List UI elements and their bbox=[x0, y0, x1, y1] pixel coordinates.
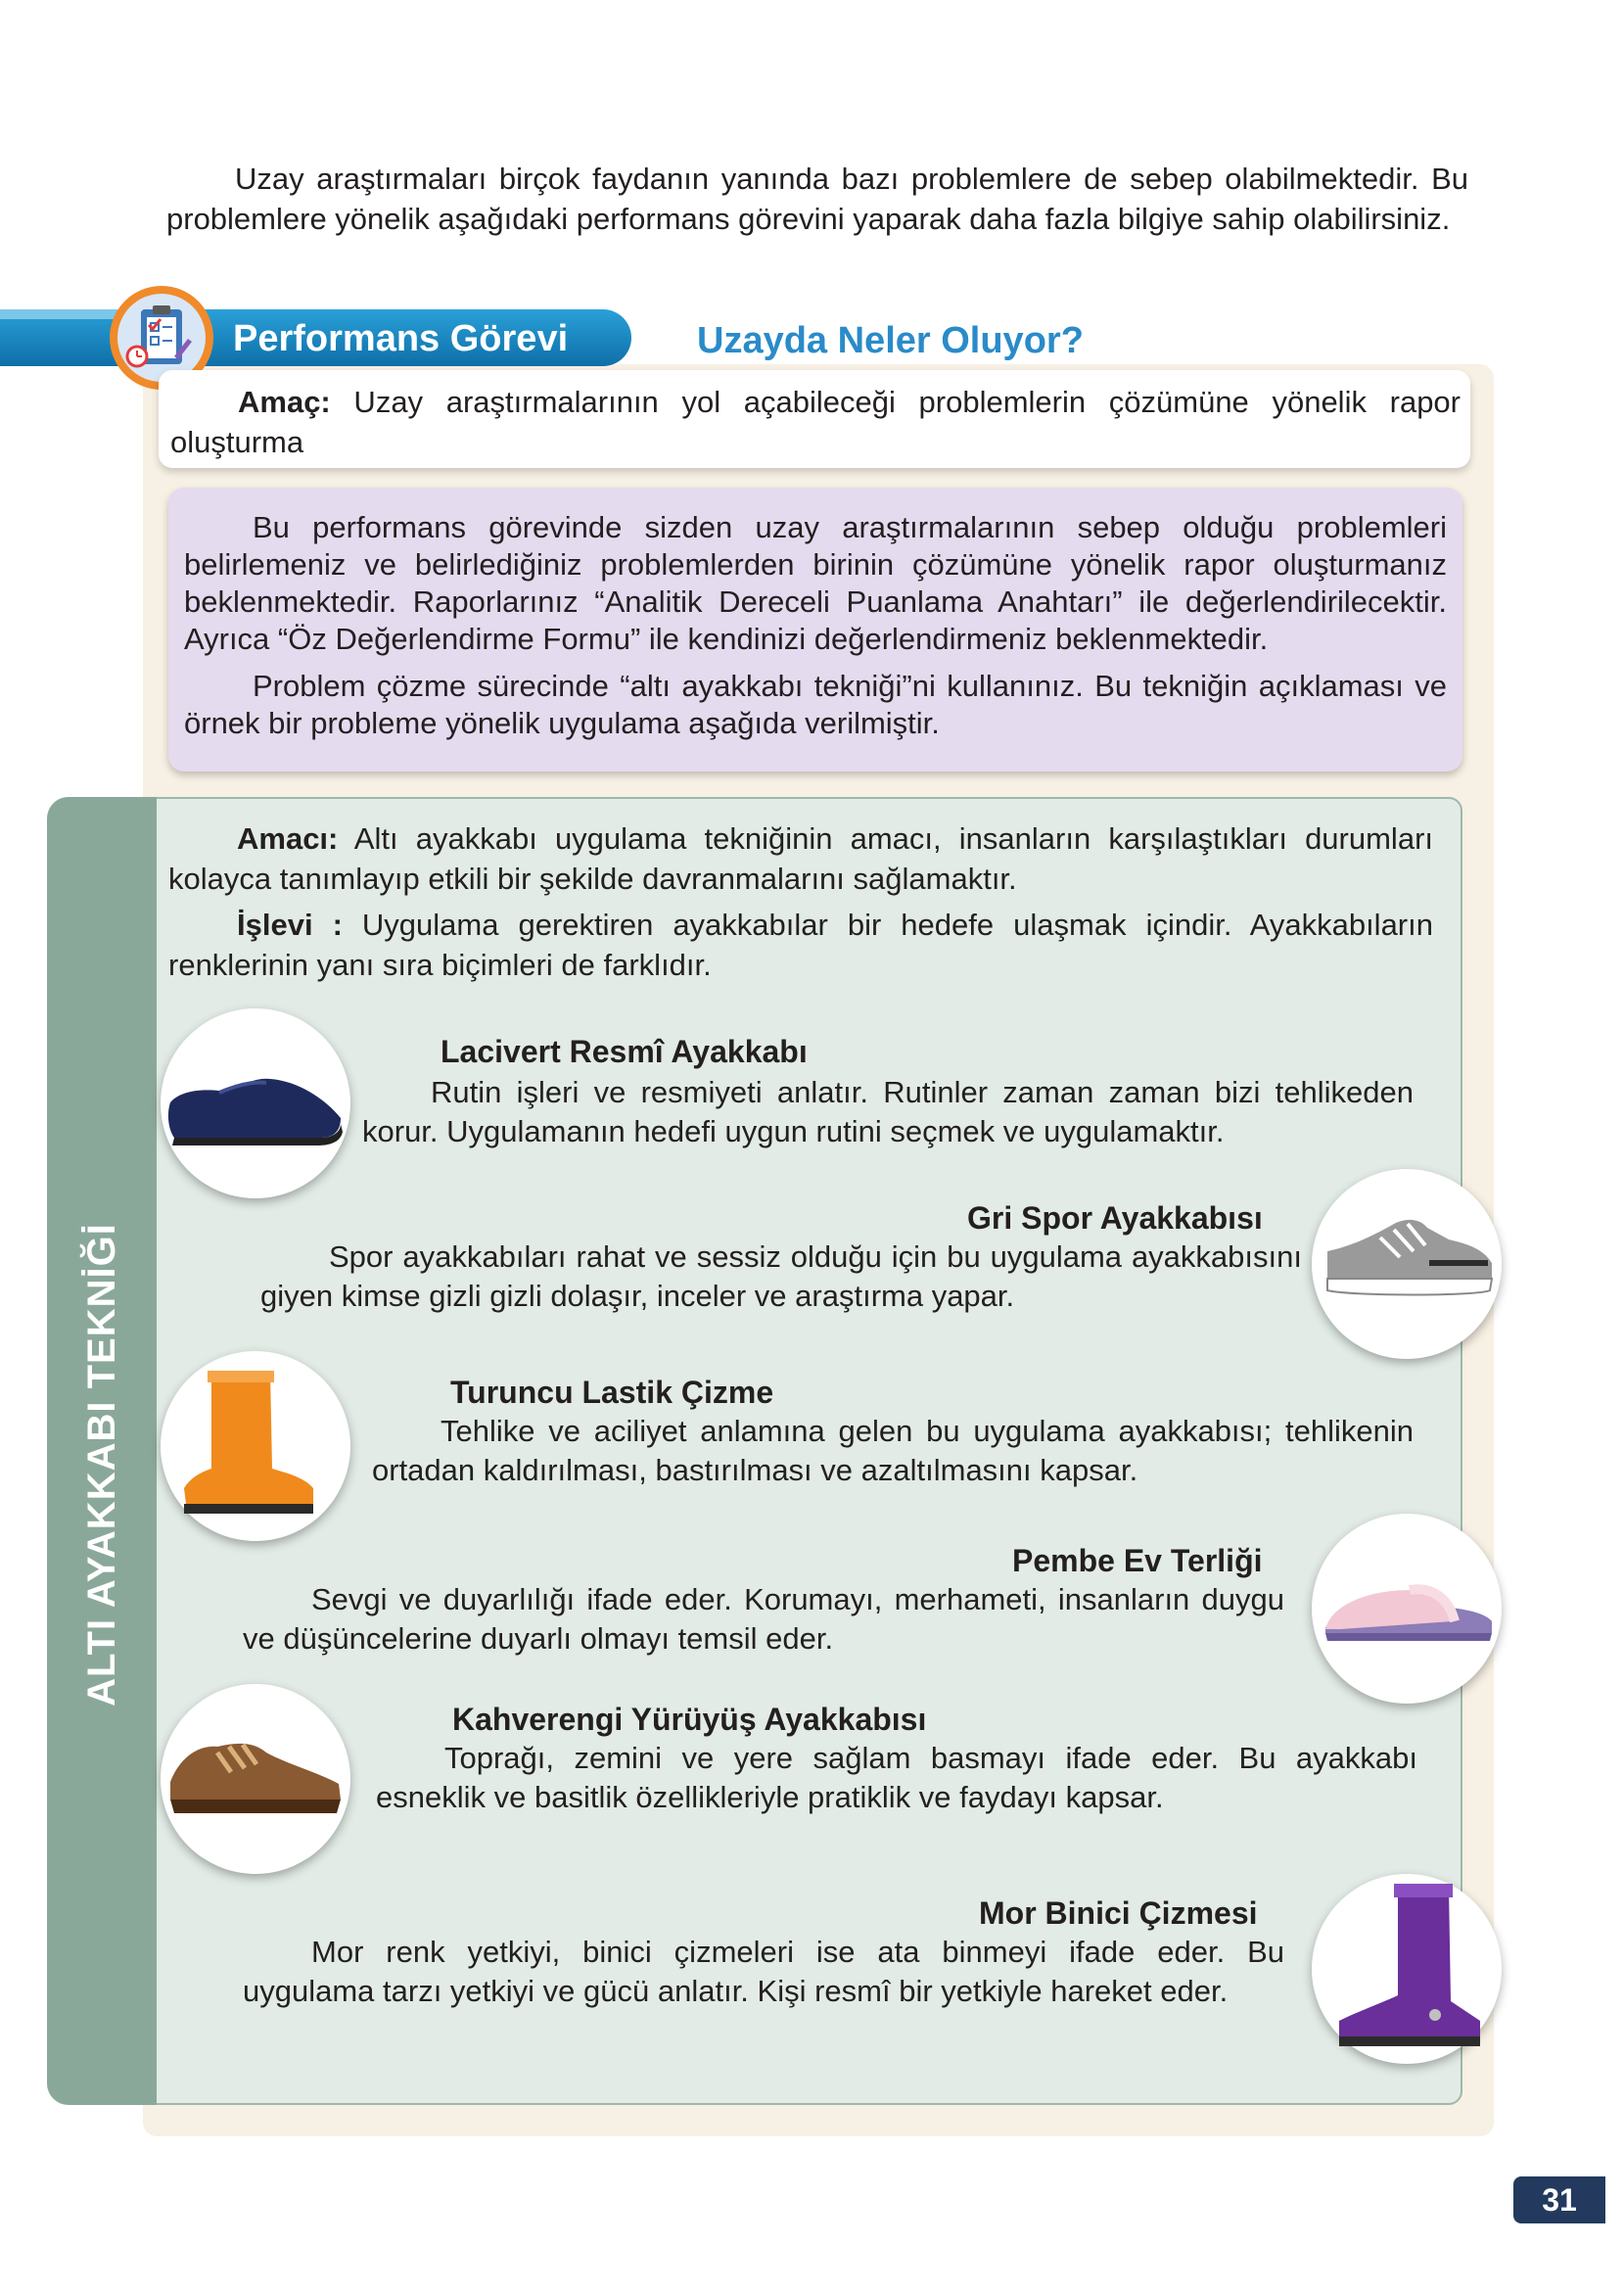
function-definition bbox=[168, 905, 1433, 985]
banner-title: Performans Görevi bbox=[233, 318, 569, 359]
shoe-title-purple: Mor Binici Çizmesi bbox=[979, 1895, 1258, 1931]
navy-dress-shoe-icon bbox=[161, 1008, 350, 1198]
aim-description: Uzay araştırmalarının yol açabileceği problemlerin çözümüne yönelik rapor oluşturma bbox=[170, 385, 1461, 459]
shoe-title-orange: Turuncu Lastik Çizme bbox=[450, 1375, 774, 1410]
function-label: İşlevi : bbox=[237, 908, 343, 942]
gray-sneaker-icon bbox=[1312, 1169, 1502, 1359]
shoe-title-brown: Kahverengi Yürüyüş Ayakkabısı bbox=[452, 1702, 927, 1737]
shoe-text-pink: Sevgi ve duyarlılığı ifade eder. Korumayı, merhameti, insanların duygu ve düşüncelerine duyarlı olmayı temsil eder. bbox=[243, 1582, 1284, 1656]
pink-slipper-icon bbox=[1312, 1514, 1502, 1704]
task-subtitle: Uzayda Neler Oluyor? bbox=[697, 320, 1084, 361]
shoe-text-orange: Tehlike ve aciliyet anlamına gelen bu uygulama ayakkabısı; tehlikenin ortadan kaldırılması, bastırılması ve azaltılmasını kapsar. bbox=[372, 1414, 1414, 1487]
task-paragraph-1: Bu performans görevinde sizden uzay araştırmalarının sebep olduğu problemleri belirlemeniz ve belirlediğiniz problemlerden birinin çözümüne yönelik rapor oluşturmanız beklenmektedir. Raporlarınız “Analitik Dereceli Puanlama Anahtarı” ile değerlendirilecektir. Ayrıca “Öz Değerlendirme Formu” ile kendinizi değerlendirmeniz beklenmektedir. bbox=[184, 510, 1447, 656]
shoe-text-purple: Mor renk yetkiyi, binici çizmeleri ise ata binmeyi ifade eder. Bu uygulama tarzı yetkiyi ve gücü anlatır. Kişi resmî bir yetkiyle hareket eder. bbox=[243, 1935, 1284, 2008]
purple-riding-boot-icon bbox=[1312, 1874, 1502, 2064]
page-number: 31 bbox=[1513, 2176, 1605, 2223]
shoe-title-pink: Pembe Ev Terliği bbox=[1012, 1543, 1263, 1578]
shoe-text-gray: Spor ayakkabıları rahat ve sessiz olduğu için bu uygulama ayakkabısını giyen kimse gizli gizli dolaşır, inceler ve araştırma yapar. bbox=[260, 1239, 1302, 1313]
shoe-text-brown: Toprağı, zemini ve yere sağlam basmayı ifade eder. Bu ayakkabı esneklik ve basitlik özellikleriyle pratiklik ve faydayı kapsar. bbox=[376, 1741, 1417, 1814]
purpose-text: Altı ayakkabı uygulama tekniğinin amacı, insanların karşılaştıkları durumları kolayca tanımlayıp etkili bir şekilde davranmalarını sağlamaktır. bbox=[168, 821, 1433, 896]
task-description bbox=[184, 509, 1447, 742]
shoe-title-gray: Gri Spor Ayakkabısı bbox=[967, 1200, 1263, 1236]
brown-hiking-shoe-icon bbox=[161, 1684, 350, 1874]
aim-text bbox=[170, 382, 1461, 462]
task-paragraph-2: Problem çözme sürecinde “altı ayakkabı tekniği”ni kullanınız. Bu tekniğin açıklaması ve örnek bir probleme yönelik uygulama aşağıda verilmiştir. bbox=[184, 669, 1447, 740]
shoe-text-navy: Rutin işleri ve resmiyeti anlatır. Rutinler zaman zaman bizi tehlikeden korur. Uygulamanın hedefi uygun rutini seçmek ve uygulamaktır. bbox=[362, 1075, 1414, 1148]
purpose-label: Amacı: bbox=[237, 821, 339, 856]
shoe-title-navy: Lacivert Resmî Ayakkabı bbox=[441, 1034, 808, 1069]
technique-sidebar-label: ALTI AYAKKABI TEKNİĞİ bbox=[80, 1223, 123, 1707]
function-text: Uygulama gerektiren ayakkabılar bir hedefe ulaşmak içindir. Ayakkabıların renklerinin yanı sıra biçimleri de farklıdır. bbox=[168, 908, 1433, 982]
aim-label: Amaç: bbox=[238, 385, 331, 419]
orange-rubber-boot-icon bbox=[161, 1351, 350, 1541]
intro-paragraph: Uzay araştırmaları birçok faydanın yanında bazı problemlere de sebep olabilmektedir. Bu problemlere yönelik aşağıdaki performans görevini yaparak daha fazla bilgiye sahip olabilirsiniz. bbox=[166, 162, 1468, 236]
purpose-definition bbox=[168, 818, 1433, 899]
clipboard-checklist-icon bbox=[117, 294, 206, 382]
